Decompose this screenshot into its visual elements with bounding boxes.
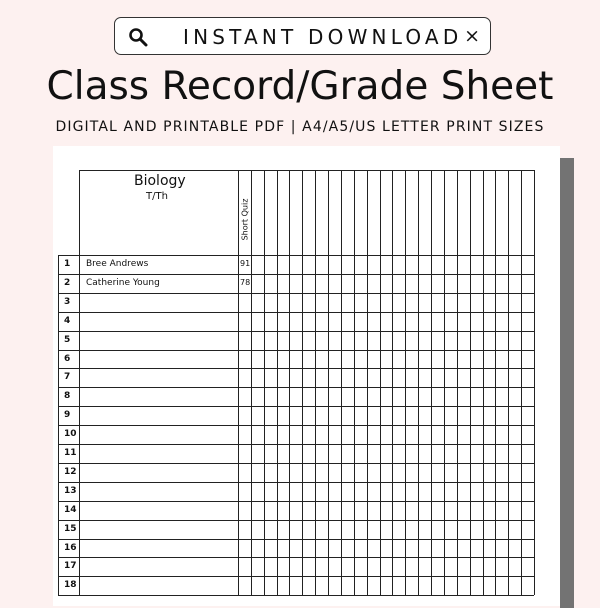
grid-line <box>431 170 432 595</box>
grid-line <box>418 170 419 595</box>
grid-line <box>470 170 471 595</box>
grid-line <box>251 170 252 595</box>
grid-line <box>302 170 303 595</box>
grid-line <box>508 170 509 595</box>
grid-line <box>58 331 534 332</box>
row-number: 6 <box>64 354 71 364</box>
row-number: 10 <box>64 429 77 439</box>
row-number: 15 <box>64 524 77 534</box>
grid-line <box>58 274 534 275</box>
row-number: 7 <box>64 372 71 382</box>
page-title: Class Record/Grade Sheet <box>46 64 554 109</box>
grid-line <box>58 350 534 351</box>
grid-line <box>58 368 534 369</box>
row-number: 14 <box>64 505 77 515</box>
grid-line <box>289 170 290 595</box>
grid-line <box>495 170 496 595</box>
row-number: 18 <box>64 580 77 590</box>
grid-line <box>58 444 534 445</box>
grid-line <box>58 557 534 558</box>
score-cell: 78 <box>240 278 251 287</box>
row-number: 2 <box>64 278 71 288</box>
grid-line <box>354 170 355 595</box>
class-name: Biology <box>134 173 186 189</box>
scrollbar[interactable] <box>560 158 574 608</box>
grid-line <box>79 170 80 595</box>
student-name: Catherine Young <box>86 278 160 288</box>
grid-line <box>58 387 534 388</box>
grid-line <box>457 170 458 595</box>
row-number: 9 <box>64 410 71 420</box>
grid-line <box>405 170 406 595</box>
grid-line <box>534 170 535 595</box>
row-number: 5 <box>64 335 71 345</box>
grid-line <box>483 170 484 595</box>
grid-line <box>521 170 522 595</box>
column-header: Short Quiz <box>240 198 250 241</box>
grid-line <box>341 170 342 595</box>
grid-line <box>315 170 316 595</box>
search-icon <box>128 27 148 47</box>
grid-line <box>264 170 265 595</box>
row-number: 3 <box>64 297 71 307</box>
grid-line <box>238 170 239 595</box>
grid-line <box>328 170 329 595</box>
grid-line <box>58 293 534 294</box>
row-number: 4 <box>64 316 71 326</box>
score-cell: 91 <box>240 259 251 268</box>
row-number: 1 <box>64 259 71 269</box>
grid-line <box>58 520 534 521</box>
grid-line <box>58 425 534 426</box>
row-number: 8 <box>64 391 71 401</box>
row-number: 13 <box>64 486 77 496</box>
close-icon[interactable]: × <box>464 25 480 47</box>
row-number: 16 <box>64 543 77 553</box>
banner-label: INSTANT DOWNLOAD <box>183 25 463 49</box>
student-name: Bree Andrews <box>86 259 149 269</box>
grid-line <box>58 539 534 540</box>
grid-line <box>58 406 534 407</box>
grid-line <box>58 482 534 483</box>
page-subtitle: DIGITAL AND PRINTABLE PDF | A4/A5/US LETTER PRINT SIZES <box>55 119 545 135</box>
row-number: 11 <box>64 448 77 458</box>
grid-line <box>58 463 534 464</box>
grid-line <box>392 170 393 595</box>
grid-line <box>380 170 381 595</box>
grid-line <box>277 170 278 595</box>
row-number: 17 <box>64 561 77 571</box>
class-schedule: T/Th <box>146 191 168 202</box>
grid-line <box>58 576 534 577</box>
grid-line <box>58 501 534 502</box>
grid-line <box>79 170 534 171</box>
grid-line <box>367 170 368 595</box>
row-number: 12 <box>64 467 77 477</box>
grid-line <box>444 170 445 595</box>
grid-line <box>58 255 534 256</box>
grid-line <box>58 595 534 596</box>
grid-line <box>58 312 534 313</box>
instant-download-banner <box>114 17 491 55</box>
